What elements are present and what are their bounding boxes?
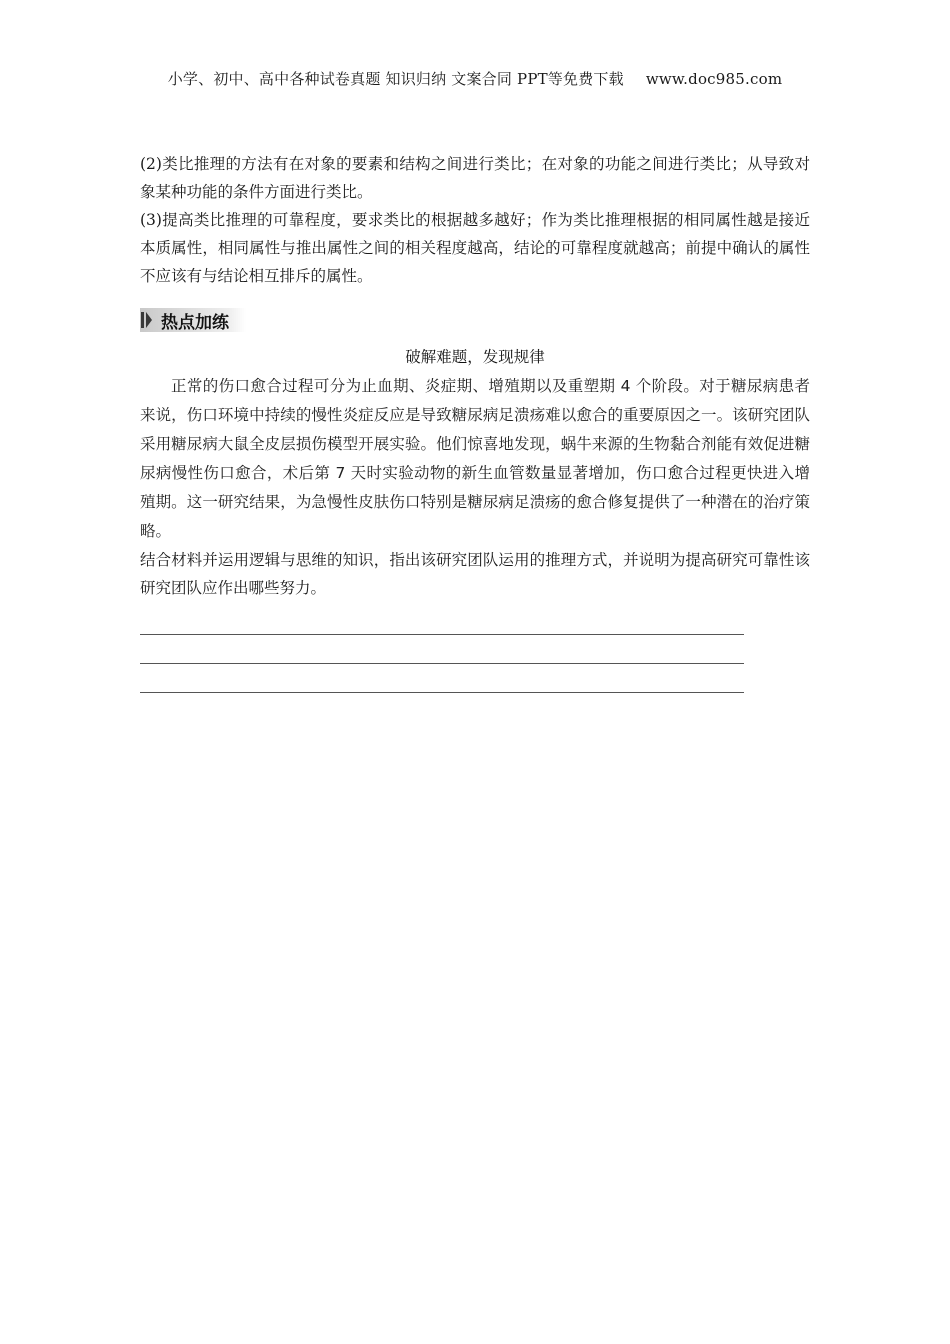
- material-body: 正常的伤口愈合过程可分为止血期、炎症期、增殖期以及重塑期 4 个阶段。对于糖尿病患者来说，伤口环境中持续的慢性炎症反应是导致糖尿病足溃疡难以愈合的重要原因之一。该研究团队采用糖尿病大鼠全皮层损伤模型开展实验。他们惊喜地发现，蜗牛来源的生物黏合剂能有效促进糖尿病慢性伤口愈合，术后第 7 天时实验动物的新生血管数量显著增加，伤口愈合过程更快进入增殖期。这一研究结果，为急慢性皮肤伤口特别是糖尿病足溃疡的愈合修复提供了一种潜在的治疗策略。: [140, 377, 810, 540]
- question-text: 结合材料并运用逻辑与思维的知识，指出该研究团队运用的推理方式，并说明为提高研究可靠性该研究团队应作出哪些努力。: [140, 551, 810, 597]
- paragraph-analogy-reliability: (3)提高类比推理的可靠程度，要求类比的根据越多越好；作为类比推理根据的相同属性越是接近本质属性，相同属性与推出属性之间的相关程度越高，结论的可靠程度就越高；前提中确认的属性不应该有与结论相互排斥的属性。: [140, 211, 810, 285]
- material-title: 破解难题，发现规律: [405, 348, 545, 366]
- section-marker-icon: [141, 312, 152, 328]
- answer-area[interactable]: [140, 606, 744, 693]
- document-content: [140, 150, 810, 693]
- header-text: 小学、初中、高中各种试卷真题 知识归纳 文案合同 PPT等免费下载: [167, 70, 624, 88]
- answer-line[interactable]: [140, 606, 744, 635]
- answer-line[interactable]: [140, 664, 744, 693]
- header-site-url: www.doc985.com: [645, 70, 783, 88]
- section-heading-label: 热点加练: [161, 312, 229, 333]
- page-header: [0, 68, 950, 89]
- paragraph-analogy-methods: (2)类比推理的方法有在对象的要素和结构之间进行类比；在对象的功能之间进行类比；从导致对象某种功能的条件方面进行类比。: [140, 155, 810, 201]
- answer-line[interactable]: [140, 635, 744, 664]
- section-heading: [140, 308, 246, 332]
